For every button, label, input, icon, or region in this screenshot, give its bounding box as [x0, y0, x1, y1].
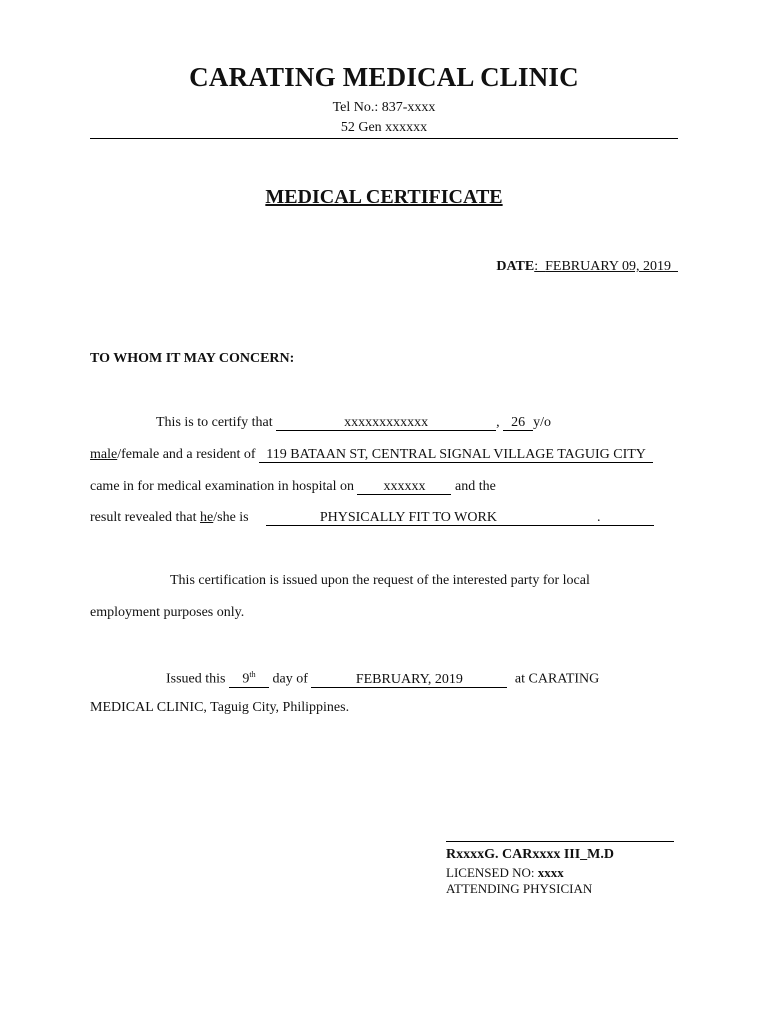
issued-this-text: Issued this: [166, 671, 226, 687]
day-of-text: day of: [272, 671, 308, 687]
signature-line: [446, 841, 674, 842]
purpose-text-1: This certification is issued upon the request of the interested party for local: [170, 573, 590, 588]
paragraph-3-line-1: [90, 668, 678, 688]
exam-result: PHYSICALLY FIT TO WORK .: [266, 511, 654, 526]
paragraph-1-line-3: [90, 479, 678, 495]
issue-day: 9th: [229, 668, 269, 688]
certify-intro: This is to certify that: [156, 415, 273, 430]
clinic-tel: Tel No.: 837-xxxx: [332, 100, 436, 115]
came-in-text: came in for medical examination in hospital on: [90, 479, 354, 494]
clinic-name: CARATING MEDICAL CLINIC: [189, 62, 579, 92]
paragraph-2-line-2: employment purposes only.: [90, 605, 245, 620]
paragraph-1-line-2: [90, 447, 678, 463]
license-line: [446, 865, 564, 881]
age-suffix: y/o: [533, 415, 552, 430]
physician-role: ATTENDING PHYSICIAN: [446, 881, 593, 896]
and-the-text: and the: [454, 479, 496, 494]
sex-male: male: [90, 447, 118, 462]
paragraph-1-line-4: [90, 510, 678, 526]
certificate-title: MEDICAL CERTIFICATE: [265, 186, 503, 208]
physician-name: RxxxxG. CARxxxx III_M.D: [446, 847, 614, 862]
clinic-address: 52 Gen xxxxxx: [340, 120, 428, 135]
patient-age: 26: [503, 416, 533, 431]
paragraph-3-line-2: MEDICAL CLINIC, Taguig City, Philippines.: [90, 700, 350, 715]
paragraph-2-line-1: [90, 573, 678, 589]
license-number: xxxx: [537, 865, 564, 880]
license-label: LICENSED NO:: [446, 865, 535, 880]
sex-female-resident: /female and a resident of: [117, 447, 256, 462]
pronoun-she-is: /she is: [213, 510, 249, 525]
date-value: FEBRUARY 09, 2019: [545, 259, 671, 274]
salutation: TO WHOM IT MAY CONCERN:: [90, 351, 295, 366]
at-clinic-text: at CARATING: [514, 671, 600, 687]
patient-name: xxxxxxxxxxxx: [276, 416, 496, 431]
issue-month-year: FEBRUARY, 2019: [311, 673, 507, 688]
date-label: DATE: [496, 259, 535, 274]
patient-address: 119 BATAAN ST, CENTRAL SIGNAL VILLAGE TAGUIG CITY: [259, 448, 653, 463]
purpose-text-2: employment purposes only: [90, 605, 241, 620]
paragraph-1-line-1: This is to certify that xxxxxxxxxxxx , 26 y/o: [156, 415, 552, 430]
date-line: DATE: FEBRUARY 09, 2019: [496, 259, 671, 274]
pronoun-he: he: [200, 510, 214, 525]
result-revealed-text: result revealed that: [90, 510, 197, 525]
header-divider: [90, 138, 678, 139]
clinic-location: MEDICAL CLINIC, Taguig City, Philippines: [90, 700, 346, 715]
hospital-date: xxxxxx: [357, 480, 451, 495]
